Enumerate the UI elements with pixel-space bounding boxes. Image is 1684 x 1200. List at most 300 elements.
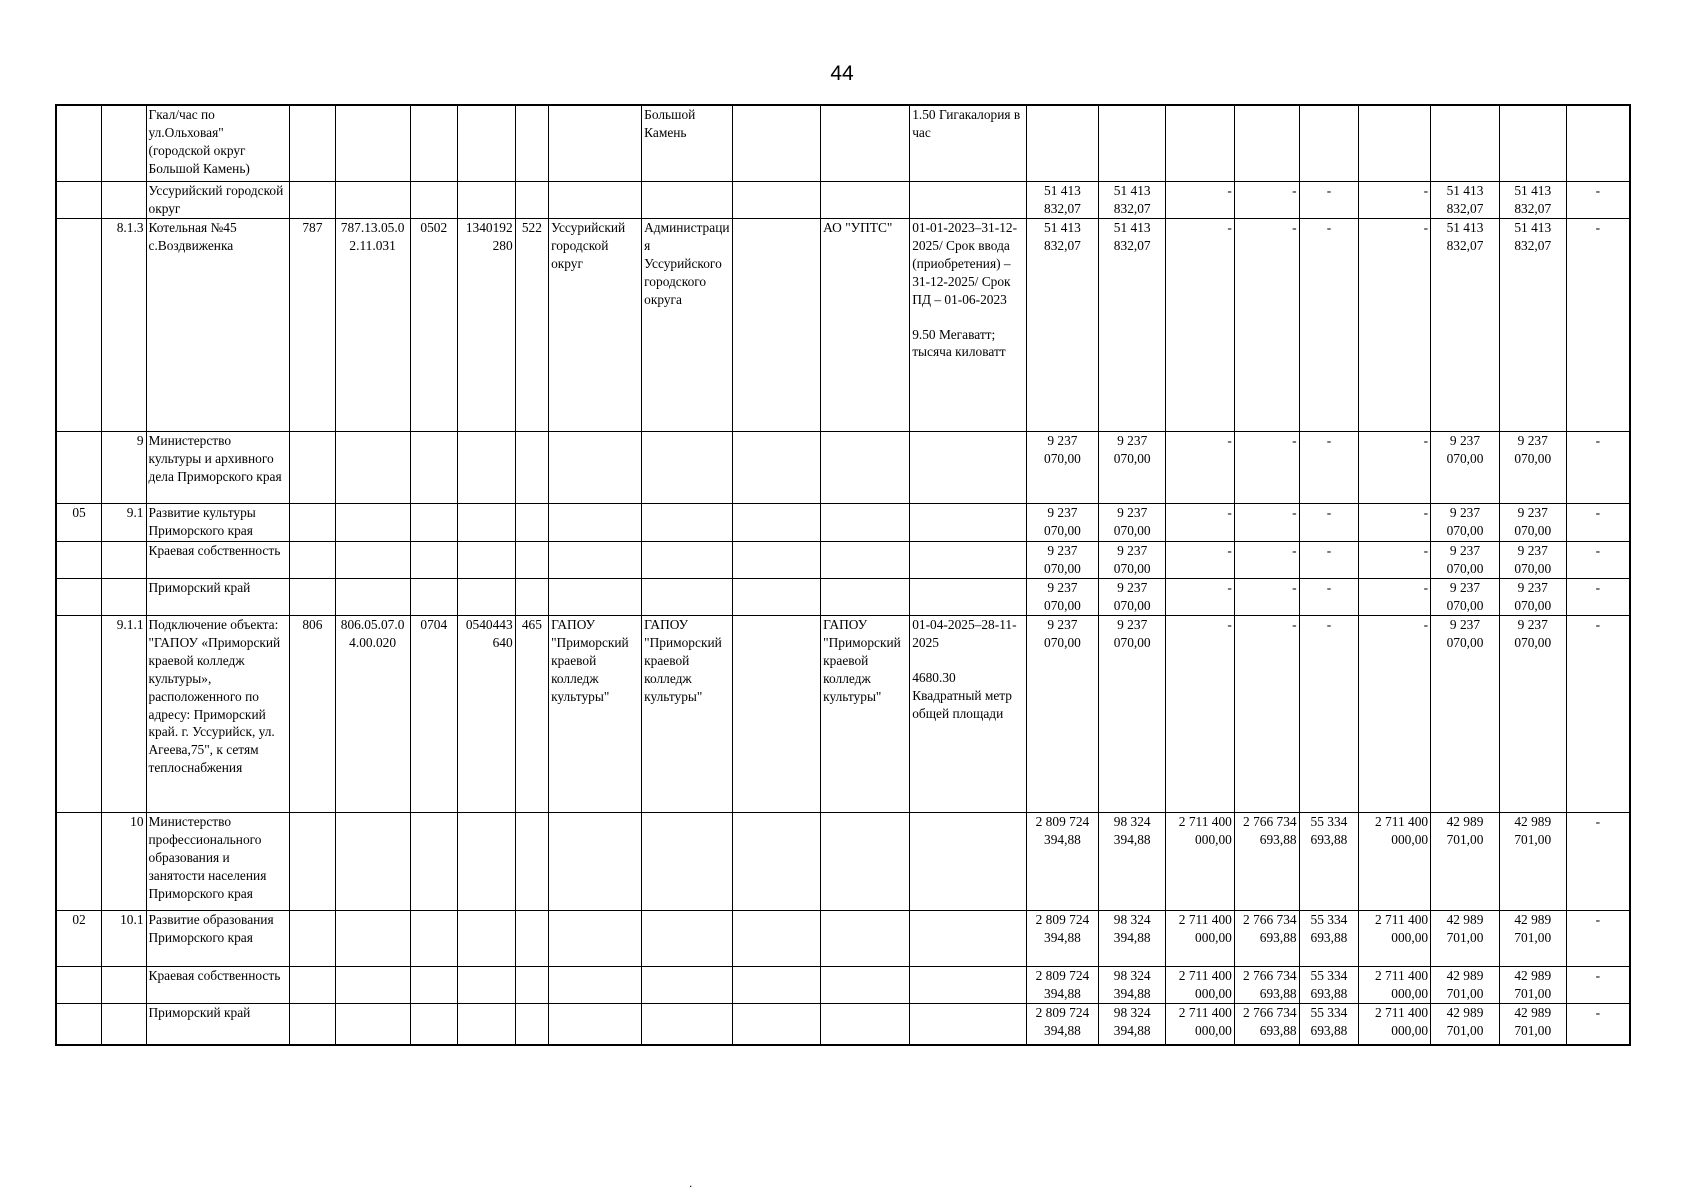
- table-cell-col0: [56, 105, 102, 182]
- table-cell-col3: [290, 105, 336, 182]
- table-cell-col13: [1026, 542, 1099, 579]
- table-cell-col18: [1359, 542, 1431, 579]
- table-cell-col9: [642, 542, 733, 579]
- table-cell-col13: [1026, 432, 1099, 504]
- table-cell-col19: [1431, 182, 1500, 219]
- table-cell-col2: [146, 219, 290, 432]
- table-cell-col4: [335, 504, 410, 542]
- table-cell-col21: [1566, 105, 1630, 182]
- cell-text: Развитие культуры Приморского края: [148, 505, 256, 538]
- table-cell-col13: [1026, 579, 1099, 616]
- table-cell-col5: [410, 432, 458, 504]
- table-cell-col11: [821, 182, 910, 219]
- table-cell-col1: [102, 219, 147, 432]
- cell-text: -: [1595, 617, 1601, 632]
- cell-text: -: [1595, 968, 1601, 983]
- table-cell-col4: [335, 432, 410, 504]
- table-cell-col2: [146, 911, 290, 967]
- table-row: [56, 813, 1630, 911]
- cell-text: Подключение объекта: "ГАПОУ «Приморский краевой колледж культуры», расположенного по адресу: Приморский край. г. Уссурийск, ул. Агеева,75", к сетям теплоснабжения: [148, 617, 281, 776]
- cell-text: 51 413 832,07: [1514, 183, 1552, 216]
- table-cell-col3: [290, 1004, 336, 1046]
- table-cell-col13: [1026, 504, 1099, 542]
- table-cell-col11: [821, 219, 910, 432]
- table-cell-col13: [1026, 967, 1099, 1004]
- cell-text: Приморский край: [148, 1005, 251, 1020]
- table-cell-col14: [1099, 813, 1166, 911]
- table-cell-col5: [410, 504, 458, 542]
- cell-text: 2 711 400 000,00: [1178, 814, 1232, 847]
- table-cell-col16: [1234, 105, 1299, 182]
- cell-text: -: [1326, 543, 1332, 558]
- footer-mark: .: [689, 1176, 693, 1190]
- cell-text: -: [1292, 505, 1297, 520]
- table-cell-col0: [56, 1004, 102, 1046]
- table-cell-col9: [642, 432, 733, 504]
- cell-text: -: [1423, 220, 1429, 235]
- table-cell-col4: [335, 542, 410, 579]
- table-cell-col4: [335, 579, 410, 616]
- table-cell-col15: [1166, 504, 1235, 542]
- cell-text: 9 237 070,00: [1044, 617, 1081, 650]
- cell-text-capacity: 9.50 Мегаватт; тысяча киловатт: [912, 326, 1006, 360]
- table-cell-col6: [458, 1004, 516, 1046]
- table-cell-col16: [1234, 219, 1299, 432]
- cell-text: -: [1227, 183, 1232, 198]
- cell-text: 9 237 070,00: [1113, 505, 1151, 538]
- table-cell-col5: [410, 813, 458, 911]
- cell-text: 0502: [420, 220, 448, 235]
- table-cell-col6: [458, 813, 516, 911]
- table-cell-col16: [1234, 616, 1299, 813]
- cell-text: Развитие образования Приморского края: [148, 912, 274, 945]
- table-cell-col3: [290, 219, 336, 432]
- table-cell-col19: [1431, 911, 1500, 967]
- cell-text: 51 413 832,07: [1446, 183, 1484, 216]
- table-cell-col12: [910, 813, 1026, 911]
- table-cell-col10: [733, 813, 821, 911]
- table-cell-col13: [1026, 105, 1099, 182]
- table-cell-col7: [515, 579, 548, 616]
- cell-text: 42 989 701,00: [1446, 968, 1484, 1001]
- table-cell-col14: [1099, 542, 1166, 579]
- cell-text: 9 237 070,00: [1113, 617, 1151, 650]
- cell-text: 55 334 693,88: [1310, 1005, 1348, 1038]
- cell-text: 9 237 070,00: [1044, 505, 1081, 538]
- table-cell-col9: [642, 105, 733, 182]
- table-cell-col18: [1359, 182, 1431, 219]
- table-cell-col16: [1234, 542, 1299, 579]
- cell-text: Администрация Уссурийского городского округа: [644, 220, 730, 307]
- cell-text: 2 809 724 394,88: [1035, 968, 1090, 1001]
- cell-text: 51 413 832,07: [1446, 220, 1484, 253]
- cell-text: -: [1227, 580, 1232, 595]
- table-cell-col6: [458, 182, 516, 219]
- table-cell-col20: [1499, 813, 1566, 911]
- table-cell-col5: [410, 967, 458, 1004]
- table-cell-col6: [458, 967, 516, 1004]
- cell-text: 55 334 693,88: [1310, 968, 1348, 1001]
- cell-text: 2 711 400 000,00: [1178, 1005, 1232, 1038]
- table-cell-col9: [642, 504, 733, 542]
- table-cell-col11: [821, 967, 910, 1004]
- cell-text: 9 237 070,00: [1113, 433, 1151, 466]
- table-cell-col20: [1499, 182, 1566, 219]
- cell-text: Приморский край: [148, 580, 251, 595]
- cell-text: АО "УПТС": [823, 220, 893, 235]
- table-cell-col4: [335, 911, 410, 967]
- cell-text: 9 237 070,00: [1514, 617, 1552, 650]
- cell-text: 806: [302, 617, 323, 632]
- cell-text: 51 413 832,07: [1113, 220, 1151, 253]
- cell-text: Министерство культуры и архивного дела Приморского края: [148, 433, 282, 484]
- table-cell-col11: [821, 579, 910, 616]
- table-cell-col16: [1234, 504, 1299, 542]
- table-row: [56, 219, 1630, 432]
- table-cell-col15: [1166, 182, 1235, 219]
- cell-text: -: [1423, 580, 1429, 595]
- cell-text: 9 237 070,00: [1514, 505, 1552, 538]
- cell-text: 9 237 070,00: [1446, 505, 1484, 538]
- cell-text: 9.1.1: [116, 617, 144, 632]
- table-cell-col16: [1234, 432, 1299, 504]
- cell-text: Уссурийский городской округ: [551, 220, 626, 271]
- table-cell-col1: [102, 1004, 147, 1046]
- table-cell-col0: [56, 967, 102, 1004]
- table-cell-col20: [1499, 579, 1566, 616]
- table-cell-col16: [1234, 911, 1299, 967]
- cell-text: 9 237 070,00: [1446, 433, 1484, 466]
- table-cell-col8: [549, 813, 642, 911]
- cell-text: -: [1227, 543, 1232, 558]
- table-cell-col3: [290, 616, 336, 813]
- table-cell-col5: [410, 1004, 458, 1046]
- table-cell-col1: [102, 182, 147, 219]
- cell-text: Краевая собственность: [148, 543, 281, 558]
- table-cell-col14: [1099, 967, 1166, 1004]
- cell-text: 2 711 400 000,00: [1375, 912, 1429, 945]
- table-cell-col7: [515, 504, 548, 542]
- table-cell-col0: [56, 219, 102, 432]
- cell-text: 2 766 734 693,88: [1243, 912, 1297, 945]
- cell-text: 9 237 070,00: [1514, 433, 1552, 466]
- table-cell-col14: [1099, 911, 1166, 967]
- table-cell-col1: [102, 432, 147, 504]
- table-cell-col20: [1499, 1004, 1566, 1046]
- cell-text: 8.1.3: [116, 220, 144, 235]
- table-cell-col12: [910, 504, 1026, 542]
- table-cell-col7: [515, 432, 548, 504]
- cell-text: 2 766 734 693,88: [1243, 814, 1297, 847]
- cell-text: 9 237 070,00: [1446, 617, 1484, 650]
- table-cell-col15: [1166, 1004, 1235, 1046]
- table-cell-col6: [458, 911, 516, 967]
- table-cell-col16: [1234, 182, 1299, 219]
- cell-text: -: [1326, 617, 1332, 632]
- table-cell-col3: [290, 579, 336, 616]
- cell-text: 02: [72, 912, 86, 927]
- table-cell-col10: [733, 219, 821, 432]
- table-cell-col2: [146, 813, 290, 911]
- table-row: [56, 579, 1630, 616]
- cell-text: 9 237 070,00: [1514, 580, 1552, 613]
- cell-text: 2 809 724 394,88: [1035, 912, 1090, 945]
- cell-text: -: [1227, 433, 1232, 448]
- table-cell-col16: [1234, 579, 1299, 616]
- cell-text: Министерство профессионального образования и занятости населения Приморского края: [148, 814, 267, 901]
- cell-text: ГАПОУ "Приморский краевой колледж культуры": [644, 617, 722, 704]
- cell-text: 9: [136, 433, 144, 448]
- cell-text: 42 989 701,00: [1514, 814, 1552, 847]
- table-cell-col15: [1166, 432, 1235, 504]
- table-cell-col3: [290, 182, 336, 219]
- table-cell-col11: [821, 813, 910, 911]
- cell-text: 9 237 070,00: [1044, 580, 1081, 613]
- table-cell-col6: [458, 219, 516, 432]
- cell-text: -: [1595, 220, 1601, 235]
- table-cell-col7: [515, 105, 548, 182]
- table-cell-col12: [910, 911, 1026, 967]
- cell-text: 465: [521, 617, 542, 632]
- cell-text: -: [1423, 617, 1429, 632]
- table-cell-col14: [1099, 432, 1166, 504]
- table-cell-col4: [335, 1004, 410, 1046]
- table-cell-col12: [910, 579, 1026, 616]
- table-cell-col17: [1299, 219, 1359, 432]
- table-cell-col8: [549, 542, 642, 579]
- table-cell-col9: [642, 219, 733, 432]
- table-cell-col14: [1099, 616, 1166, 813]
- cell-text: -: [1292, 617, 1297, 632]
- table-cell-col10: [733, 504, 821, 542]
- cell-text: Большой Камень: [644, 107, 696, 140]
- table-cell-col11: [821, 504, 910, 542]
- cell-text: 05: [72, 505, 86, 520]
- table-cell-col17: [1299, 1004, 1359, 1046]
- table-cell-col17: [1299, 967, 1359, 1004]
- table-cell-col2: [146, 105, 290, 182]
- table-cell-col0: [56, 504, 102, 542]
- table-cell-col21: [1566, 616, 1630, 813]
- table-cell-col19: [1431, 967, 1500, 1004]
- table-cell-col17: [1299, 182, 1359, 219]
- table-cell-col11: [821, 911, 910, 967]
- table-cell-col2: [146, 432, 290, 504]
- cell-text: Уссурийский городской округ: [148, 183, 284, 216]
- page-number: 44: [830, 62, 854, 85]
- table-cell-col21: [1566, 911, 1630, 967]
- table-cell-col5: [410, 182, 458, 219]
- cell-text: -: [1595, 543, 1601, 558]
- table-cell-col20: [1499, 432, 1566, 504]
- table-cell-col2: [146, 182, 290, 219]
- table-cell-col9: [642, 579, 733, 616]
- table-cell-col16: [1234, 813, 1299, 911]
- table-cell-col16: [1234, 967, 1299, 1004]
- cell-text: -: [1326, 183, 1332, 198]
- table-cell-col5: [410, 911, 458, 967]
- table-cell-col15: [1166, 813, 1235, 911]
- table-cell-col3: [290, 542, 336, 579]
- table-cell-col13: [1026, 616, 1099, 813]
- table-cell-col14: [1099, 219, 1166, 432]
- table-cell-col4: [335, 967, 410, 1004]
- table-cell-col1: [102, 616, 147, 813]
- cell-text: 9 237 070,00: [1044, 433, 1081, 466]
- table-cell-col20: [1499, 967, 1566, 1004]
- table-cell-col9: [642, 1004, 733, 1046]
- table-cell-col21: [1566, 432, 1630, 504]
- cell-text: -: [1326, 433, 1332, 448]
- table-cell-col0: [56, 616, 102, 813]
- table-cell-col8: [549, 182, 642, 219]
- cell-text: 2 766 734 693,88: [1243, 1005, 1297, 1038]
- cell-text: -: [1292, 433, 1297, 448]
- table-cell-col2: [146, 579, 290, 616]
- cell-text: 806.05.07.04.00.020: [340, 617, 405, 650]
- table-row: [56, 911, 1630, 967]
- table-cell-col5: [410, 616, 458, 813]
- table-cell-col4: [335, 813, 410, 911]
- table-cell-col1: [102, 911, 147, 967]
- table-cell-col18: [1359, 967, 1431, 1004]
- table-cell-col18: [1359, 105, 1431, 182]
- cell-text: 0540443640: [465, 617, 513, 650]
- cell-text: 9 237 070,00: [1446, 543, 1484, 576]
- table-cell-col8: [549, 219, 642, 432]
- cell-text: -: [1423, 433, 1429, 448]
- cell-text: -: [1423, 505, 1429, 520]
- table-cell-col0: [56, 182, 102, 219]
- table-cell-col9: [642, 967, 733, 1004]
- cell-text: 42 989 701,00: [1514, 1005, 1552, 1038]
- table-cell-col8: [549, 432, 642, 504]
- table-cell-col21: [1566, 182, 1630, 219]
- cell-text: -: [1227, 220, 1232, 235]
- table-cell-col0: [56, 432, 102, 504]
- table-cell-col4: [335, 219, 410, 432]
- cell-text: -: [1595, 183, 1601, 198]
- cell-text: 01-01-2023–31-12-2025/ Срок ввода (приобретения) – 31-12-2025/ Срок ПД – 01-06-2023: [912, 220, 1018, 307]
- table-cell-col3: [290, 432, 336, 504]
- table-cell-col7: [515, 1004, 548, 1046]
- table-cell-col3: [290, 967, 336, 1004]
- table-cell-col7: [515, 813, 548, 911]
- table-cell-col10: [733, 542, 821, 579]
- table-cell-col4: [335, 182, 410, 219]
- cell-text: 55 334 693,88: [1310, 814, 1348, 847]
- cell-text: 9 237 070,00: [1044, 543, 1081, 576]
- table-row: [56, 1004, 1630, 1046]
- table-cell-col14: [1099, 579, 1166, 616]
- cell-text: 2 711 400 000,00: [1375, 814, 1429, 847]
- cell-text: 51 413 832,07: [1113, 183, 1151, 216]
- table-cell-col4: [335, 105, 410, 182]
- table-cell-col13: [1026, 182, 1099, 219]
- table-cell-col8: [549, 504, 642, 542]
- cell-text: 51 413 832,07: [1514, 220, 1552, 253]
- cell-text: Краевая собственность: [148, 968, 281, 983]
- table-cell-col10: [733, 579, 821, 616]
- table-cell-col6: [458, 616, 516, 813]
- table-row: [56, 504, 1630, 542]
- table-cell-col17: [1299, 579, 1359, 616]
- table-cell-col6: [458, 432, 516, 504]
- table-cell-col14: [1099, 182, 1166, 219]
- table-cell-col11: [821, 616, 910, 813]
- table-cell-col3: [290, 813, 336, 911]
- cell-text: -: [1292, 543, 1297, 558]
- table-cell-col1: [102, 967, 147, 1004]
- table-cell-col18: [1359, 1004, 1431, 1046]
- cell-text: 9 237 070,00: [1446, 580, 1484, 613]
- table-cell-col3: [290, 911, 336, 967]
- table-cell-col10: [733, 182, 821, 219]
- table-cell-col15: [1166, 219, 1235, 432]
- table-cell-col17: [1299, 616, 1359, 813]
- table-cell-col1: [102, 504, 147, 542]
- table-cell-col3: [290, 504, 336, 542]
- table-cell-col12: [910, 1004, 1026, 1046]
- cell-text: Гкал/час по ул.Ольховая" (городской округ Большой Камень): [148, 107, 250, 176]
- table-cell-col8: [549, 911, 642, 967]
- cell-text: -: [1292, 183, 1297, 198]
- budget-table: [55, 104, 1631, 1046]
- table-cell-col8: [549, 967, 642, 1004]
- table-cell-col19: [1431, 813, 1500, 911]
- table-cell-col12: [910, 219, 1026, 432]
- table-cell-col5: [410, 579, 458, 616]
- table-cell-col6: [458, 105, 516, 182]
- table-cell-col5: [410, 219, 458, 432]
- cell-text: 9 237 070,00: [1113, 580, 1151, 613]
- table-cell-col2: [146, 616, 290, 813]
- table-cell-col15: [1166, 579, 1235, 616]
- cell-text: -: [1423, 543, 1429, 558]
- cell-text: 51 413 832,07: [1044, 220, 1081, 253]
- table-row: [56, 432, 1630, 504]
- cell-text: -: [1227, 617, 1232, 632]
- table-cell-col6: [458, 504, 516, 542]
- cell-text: -: [1227, 505, 1232, 520]
- table-cell-col16: [1234, 1004, 1299, 1046]
- table-cell-col14: [1099, 504, 1166, 542]
- cell-text-capacity: 4680.30 Квадратный метр общей площади: [912, 669, 1012, 721]
- table-cell-col4: [335, 616, 410, 813]
- cell-text: 42 989 701,00: [1446, 1005, 1484, 1038]
- cell-text: 9 237 070,00: [1113, 543, 1151, 576]
- table-cell-col6: [458, 579, 516, 616]
- cell-text: -: [1595, 433, 1601, 448]
- table-cell-col7: [515, 616, 548, 813]
- table-cell-col19: [1431, 579, 1500, 616]
- cell-text: -: [1326, 505, 1332, 520]
- table-cell-col18: [1359, 911, 1431, 967]
- cell-text: -: [1595, 505, 1601, 520]
- table-cell-col17: [1299, 105, 1359, 182]
- table-cell-col5: [410, 542, 458, 579]
- table-cell-col17: [1299, 911, 1359, 967]
- table-cell-col21: [1566, 219, 1630, 432]
- table-cell-col12: [910, 542, 1026, 579]
- table-cell-col7: [515, 219, 548, 432]
- table-cell-col13: [1026, 219, 1099, 432]
- table-cell-col14: [1099, 105, 1166, 182]
- cell-text: 10: [130, 814, 144, 829]
- table-cell-col13: [1026, 1004, 1099, 1046]
- cell-text: 42 989 701,00: [1446, 912, 1484, 945]
- cell-text: 522: [521, 220, 542, 235]
